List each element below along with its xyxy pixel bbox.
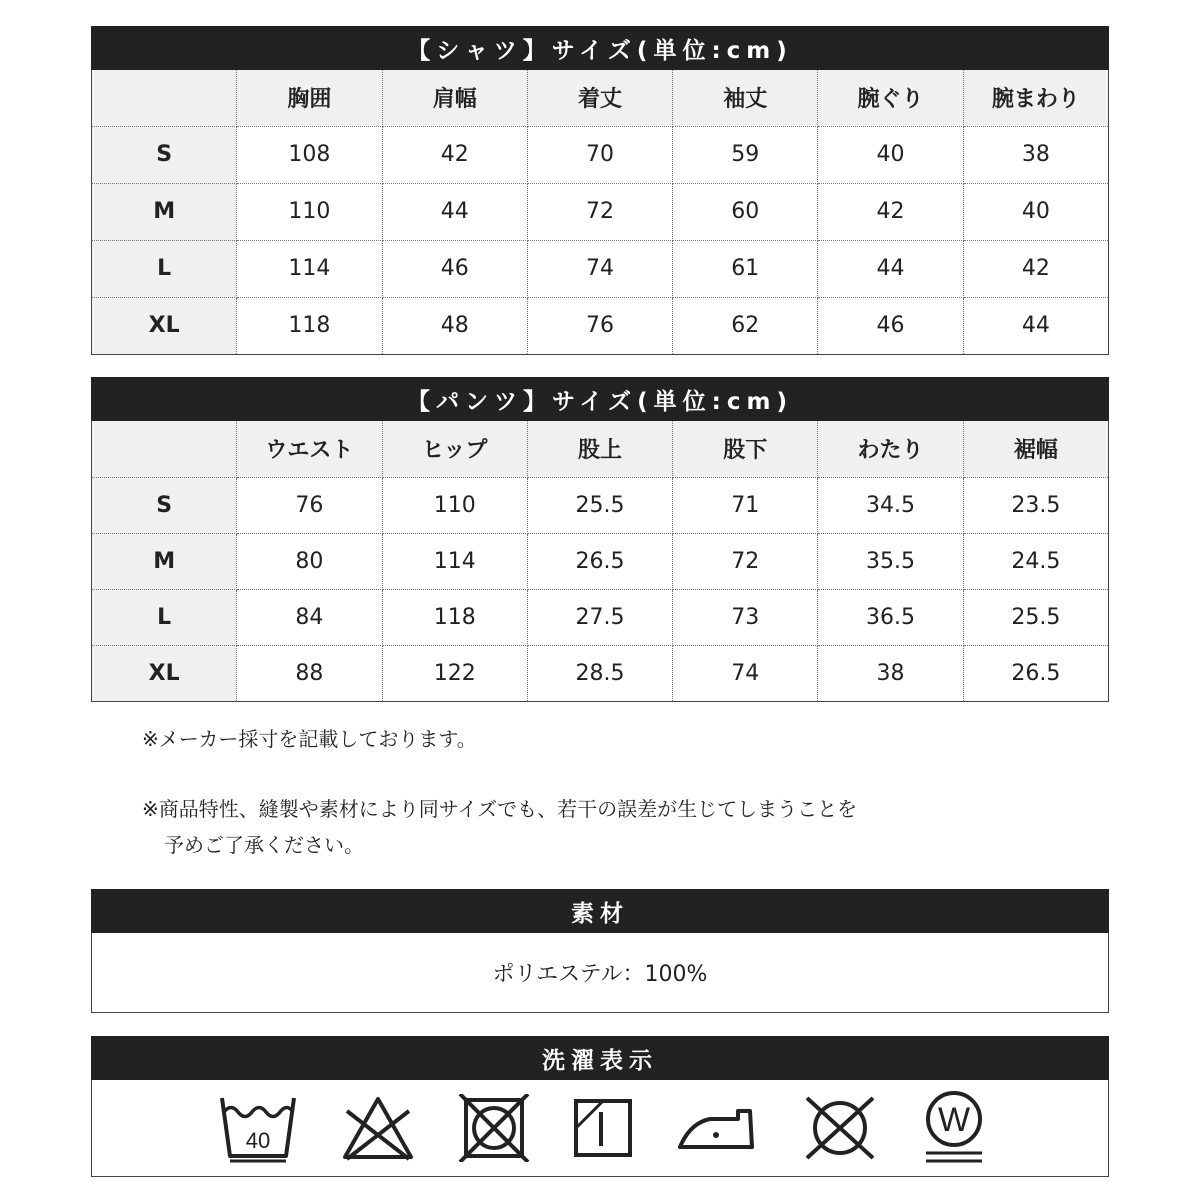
table-cell: 114 [382, 533, 527, 589]
table-cell: 40 [963, 183, 1108, 240]
material-title: 素材 [91, 889, 1109, 933]
corner-cell [92, 70, 237, 126]
size-label: M [92, 533, 237, 589]
wash-40-icon [218, 1092, 298, 1164]
header-cell: わたり [818, 421, 963, 477]
header-cell: 肩幅 [382, 70, 527, 126]
header-cell: 腕ぐり [818, 70, 963, 126]
care-title: 洗濯表示 [91, 1036, 1109, 1080]
no-dry-clean-icon [801, 1094, 879, 1162]
shirt-size-title: 【シャツ】サイズ(単位:cm) [91, 26, 1109, 70]
table-cell: 44 [1021, 313, 1050, 338]
table-cell: 46 [382, 240, 527, 297]
care-panel [91, 1036, 1109, 1177]
iron-low-icon [676, 1103, 758, 1153]
table-cell: 34.5 [818, 477, 963, 533]
no-tumble-dry-icon [458, 1094, 530, 1162]
table-cell: 71 [673, 477, 818, 533]
table-cell: 110 [382, 477, 527, 533]
size-label: XL [92, 645, 237, 701]
table-cell: 118 [237, 297, 382, 354]
table-cell: 72 [673, 533, 818, 589]
table-cell: 27.5 [527, 589, 672, 645]
table-cell: 36.5 [818, 589, 963, 645]
table-row [92, 126, 1109, 183]
table-cell: 70 [527, 126, 672, 183]
header-cell: 着丈 [527, 70, 672, 126]
shirt-size-table [91, 70, 1109, 355]
table-cell: 26.5 [527, 533, 672, 589]
size-label: S [92, 126, 237, 183]
header-cell: 腕まわり [963, 70, 1108, 126]
table-cell: 114 [237, 240, 382, 297]
table-cell: 74 [673, 645, 818, 701]
variance-note-line2: 予めご了承ください。 [164, 833, 364, 857]
table-row [92, 240, 1109, 297]
header-cell: 股上 [527, 421, 672, 477]
table-cell: 38 [818, 645, 963, 701]
table-cell: 80 [237, 533, 382, 589]
wash-temperature: 40 [245, 1128, 271, 1153]
drip-dry-shade-icon [573, 1098, 633, 1158]
material-value: ポリエステル：100% [492, 962, 708, 987]
wet-clean-letter: W [937, 1101, 971, 1139]
table-cell: 122 [382, 645, 527, 701]
measurement-note: ※メーカー採寸を記載しております。 [142, 727, 477, 751]
table-cell: 84 [237, 589, 382, 645]
table-cell: 26.5 [1011, 660, 1061, 686]
table-row [92, 589, 1109, 645]
table-cell: 48 [382, 297, 527, 354]
table-row [92, 297, 1109, 354]
material-body [91, 933, 1109, 1013]
header-cell: ヒップ [382, 421, 527, 477]
header-cell: 股下 [673, 421, 818, 477]
table-cell: 59 [673, 126, 818, 183]
table-cell: 110 [237, 183, 382, 240]
table-cell: 25.5 [527, 477, 672, 533]
shirt-size-panel [91, 26, 1109, 355]
table-cell: 73 [673, 589, 818, 645]
header-cell: ウエスト [237, 421, 382, 477]
size-label: M [92, 183, 237, 240]
table-cell: 40 [818, 126, 963, 183]
table-cell: 25.5 [963, 589, 1108, 645]
pants-size-panel [91, 377, 1109, 702]
table-cell: 88 [237, 645, 382, 701]
table-cell: 42 [963, 240, 1108, 297]
material-panel [91, 889, 1109, 1013]
table-cell: 62 [673, 297, 818, 354]
table-cell: 61 [673, 240, 818, 297]
table-cell: 74 [527, 240, 672, 297]
table-cell: 118 [382, 589, 527, 645]
header-cell: 袖丈 [673, 70, 818, 126]
variance-note-line1: ※商品特性、縫製や素材により同サイズでも、若干の誤差が生じてしまうことを [142, 797, 858, 821]
table-row [92, 645, 1109, 701]
table-cell: 24.5 [963, 533, 1108, 589]
table-cell: 76 [237, 477, 382, 533]
table-header-row [92, 70, 1109, 126]
size-label: L [92, 589, 237, 645]
pants-size-title: 【パンツ】サイズ(単位:cm) [91, 377, 1109, 421]
wet-clean-gentle-icon [922, 1090, 986, 1166]
header-cell: 胸囲 [237, 70, 382, 126]
table-cell: 42 [382, 126, 527, 183]
table-cell: 28.5 [527, 645, 672, 701]
table-cell: 76 [527, 297, 672, 354]
table-cell: 46 [818, 297, 963, 354]
table-cell: 38 [963, 126, 1108, 183]
size-label: L [92, 240, 237, 297]
header-cell: 裾幅 [963, 421, 1108, 477]
table-cell: 35.5 [818, 533, 963, 589]
table-cell: 23.5 [963, 477, 1108, 533]
size-label: S [92, 477, 237, 533]
table-cell: 72 [527, 183, 672, 240]
table-cell: 44 [818, 240, 963, 297]
table-row [92, 183, 1109, 240]
table-row [92, 533, 1109, 589]
care-icons-row [91, 1080, 1109, 1177]
size-label: XL [92, 297, 237, 354]
table-cell: 108 [237, 126, 382, 183]
pants-size-table [91, 421, 1109, 702]
table-cell: 60 [673, 183, 818, 240]
table-cell: 42 [818, 183, 963, 240]
corner-cell [92, 421, 237, 477]
table-row [92, 477, 1109, 533]
no-bleach-icon [341, 1095, 415, 1161]
table-cell: 44 [382, 183, 527, 240]
table-header-row [92, 421, 1109, 477]
